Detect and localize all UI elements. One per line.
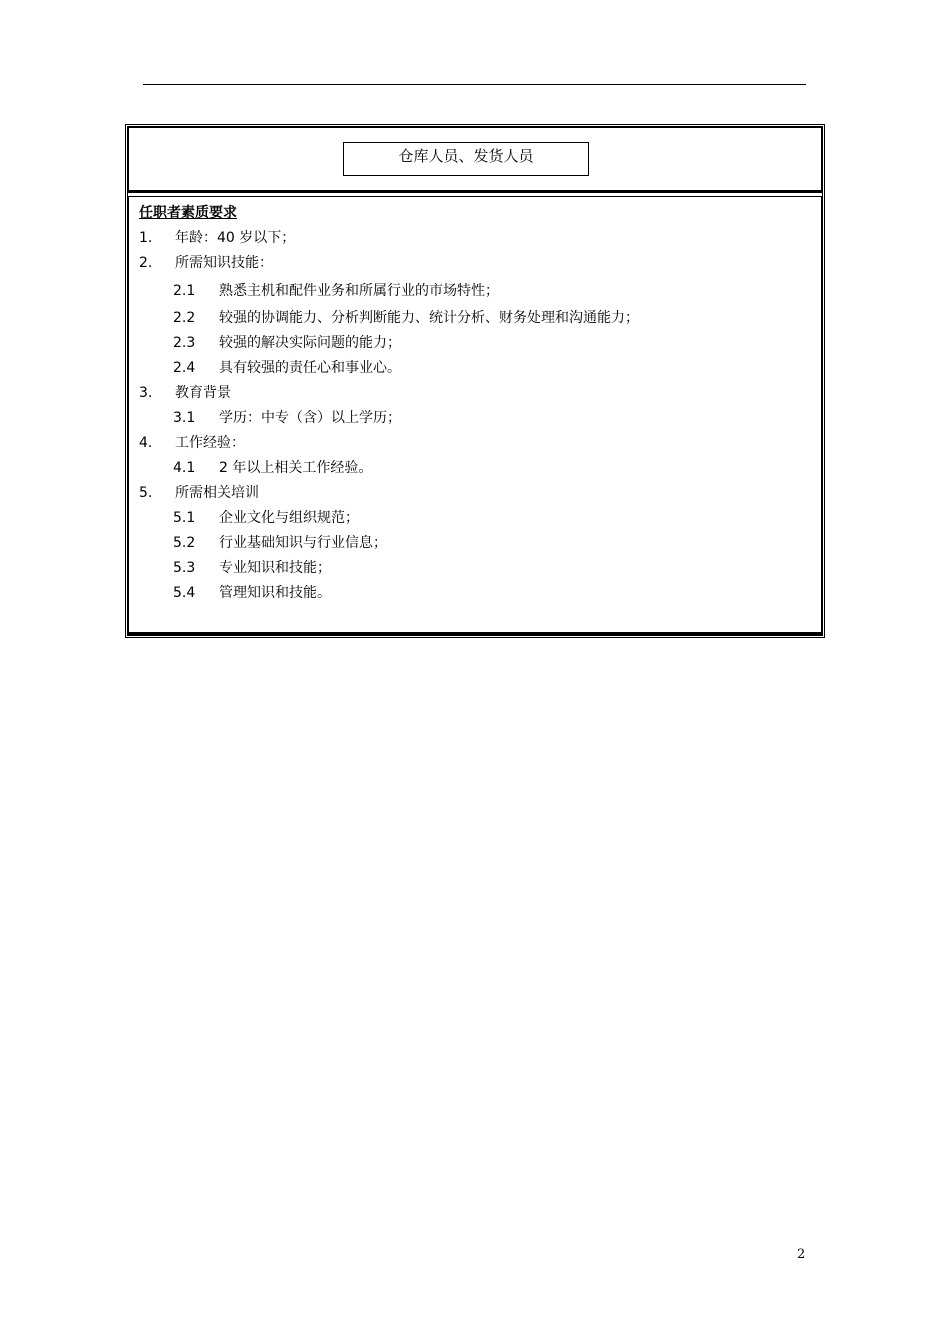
item-number: 4.	[139, 435, 153, 451]
list-item	[173, 558, 331, 578]
item-number: 5.3	[173, 560, 196, 576]
list-item	[173, 308, 639, 328]
item-number: 5.4	[173, 585, 196, 601]
section-heading: 任职者素质要求	[139, 205, 237, 221]
list-item	[173, 408, 401, 428]
job-requirements-table	[125, 124, 825, 638]
item-number: 2.	[139, 255, 153, 271]
item-number: 4.1	[173, 460, 196, 476]
item-number: 3.	[139, 385, 153, 401]
list-item	[173, 333, 401, 353]
item-text: 年龄：40 岁以下；	[175, 230, 296, 246]
item-text: 熟悉主机和配件业务和所属行业的市场特性；	[219, 283, 499, 299]
list-item	[173, 583, 331, 603]
item-number: 3.1	[173, 410, 196, 426]
page-number: 2	[797, 1247, 806, 1262]
item-text: 较强的协调能力、分析判断能力、统计分析、财务处理和沟通能力；	[219, 310, 639, 326]
item-number: 2.4	[173, 360, 196, 376]
item-text: 具有较强的责任心和事业心。	[219, 360, 401, 376]
item-text: 专业知识和技能；	[219, 560, 331, 576]
item-number: 2.2	[173, 310, 196, 326]
item-text: 工作经验：	[175, 435, 245, 451]
requirements-cell	[128, 196, 822, 635]
item-text: 教育背景	[175, 385, 231, 401]
list-item	[139, 253, 273, 273]
item-text: 所需知识技能：	[175, 255, 273, 271]
item-number: 1.	[139, 230, 153, 246]
list-item	[173, 281, 499, 301]
item-number: 5.	[139, 485, 153, 501]
item-text: 行业基础知识与行业信息；	[219, 535, 387, 551]
item-number: 5.1	[173, 510, 196, 526]
list-item	[139, 383, 231, 403]
item-text: 企业文化与组织规范；	[219, 510, 359, 526]
title-cell	[128, 127, 822, 193]
item-text: 管理知识和技能。	[219, 585, 331, 601]
list-item	[139, 433, 245, 453]
list-item	[173, 458, 372, 478]
list-item	[173, 508, 359, 528]
list-item	[173, 358, 401, 378]
job-title: 仓库人员、发货人员	[343, 142, 589, 176]
list-item	[139, 483, 259, 503]
item-number: 5.2	[173, 535, 196, 551]
item-number: 2.3	[173, 335, 196, 351]
list-item	[173, 533, 387, 553]
item-text: 所需相关培训	[175, 485, 259, 501]
item-number: 2.1	[173, 283, 196, 299]
item-text: 较强的解决实际问题的能力；	[219, 335, 401, 351]
header-rule	[143, 84, 806, 85]
list-item	[139, 228, 295, 248]
item-text: 2 年以上相关工作经验。	[219, 460, 373, 476]
item-text: 学历：中专（含）以上学历；	[219, 410, 401, 426]
